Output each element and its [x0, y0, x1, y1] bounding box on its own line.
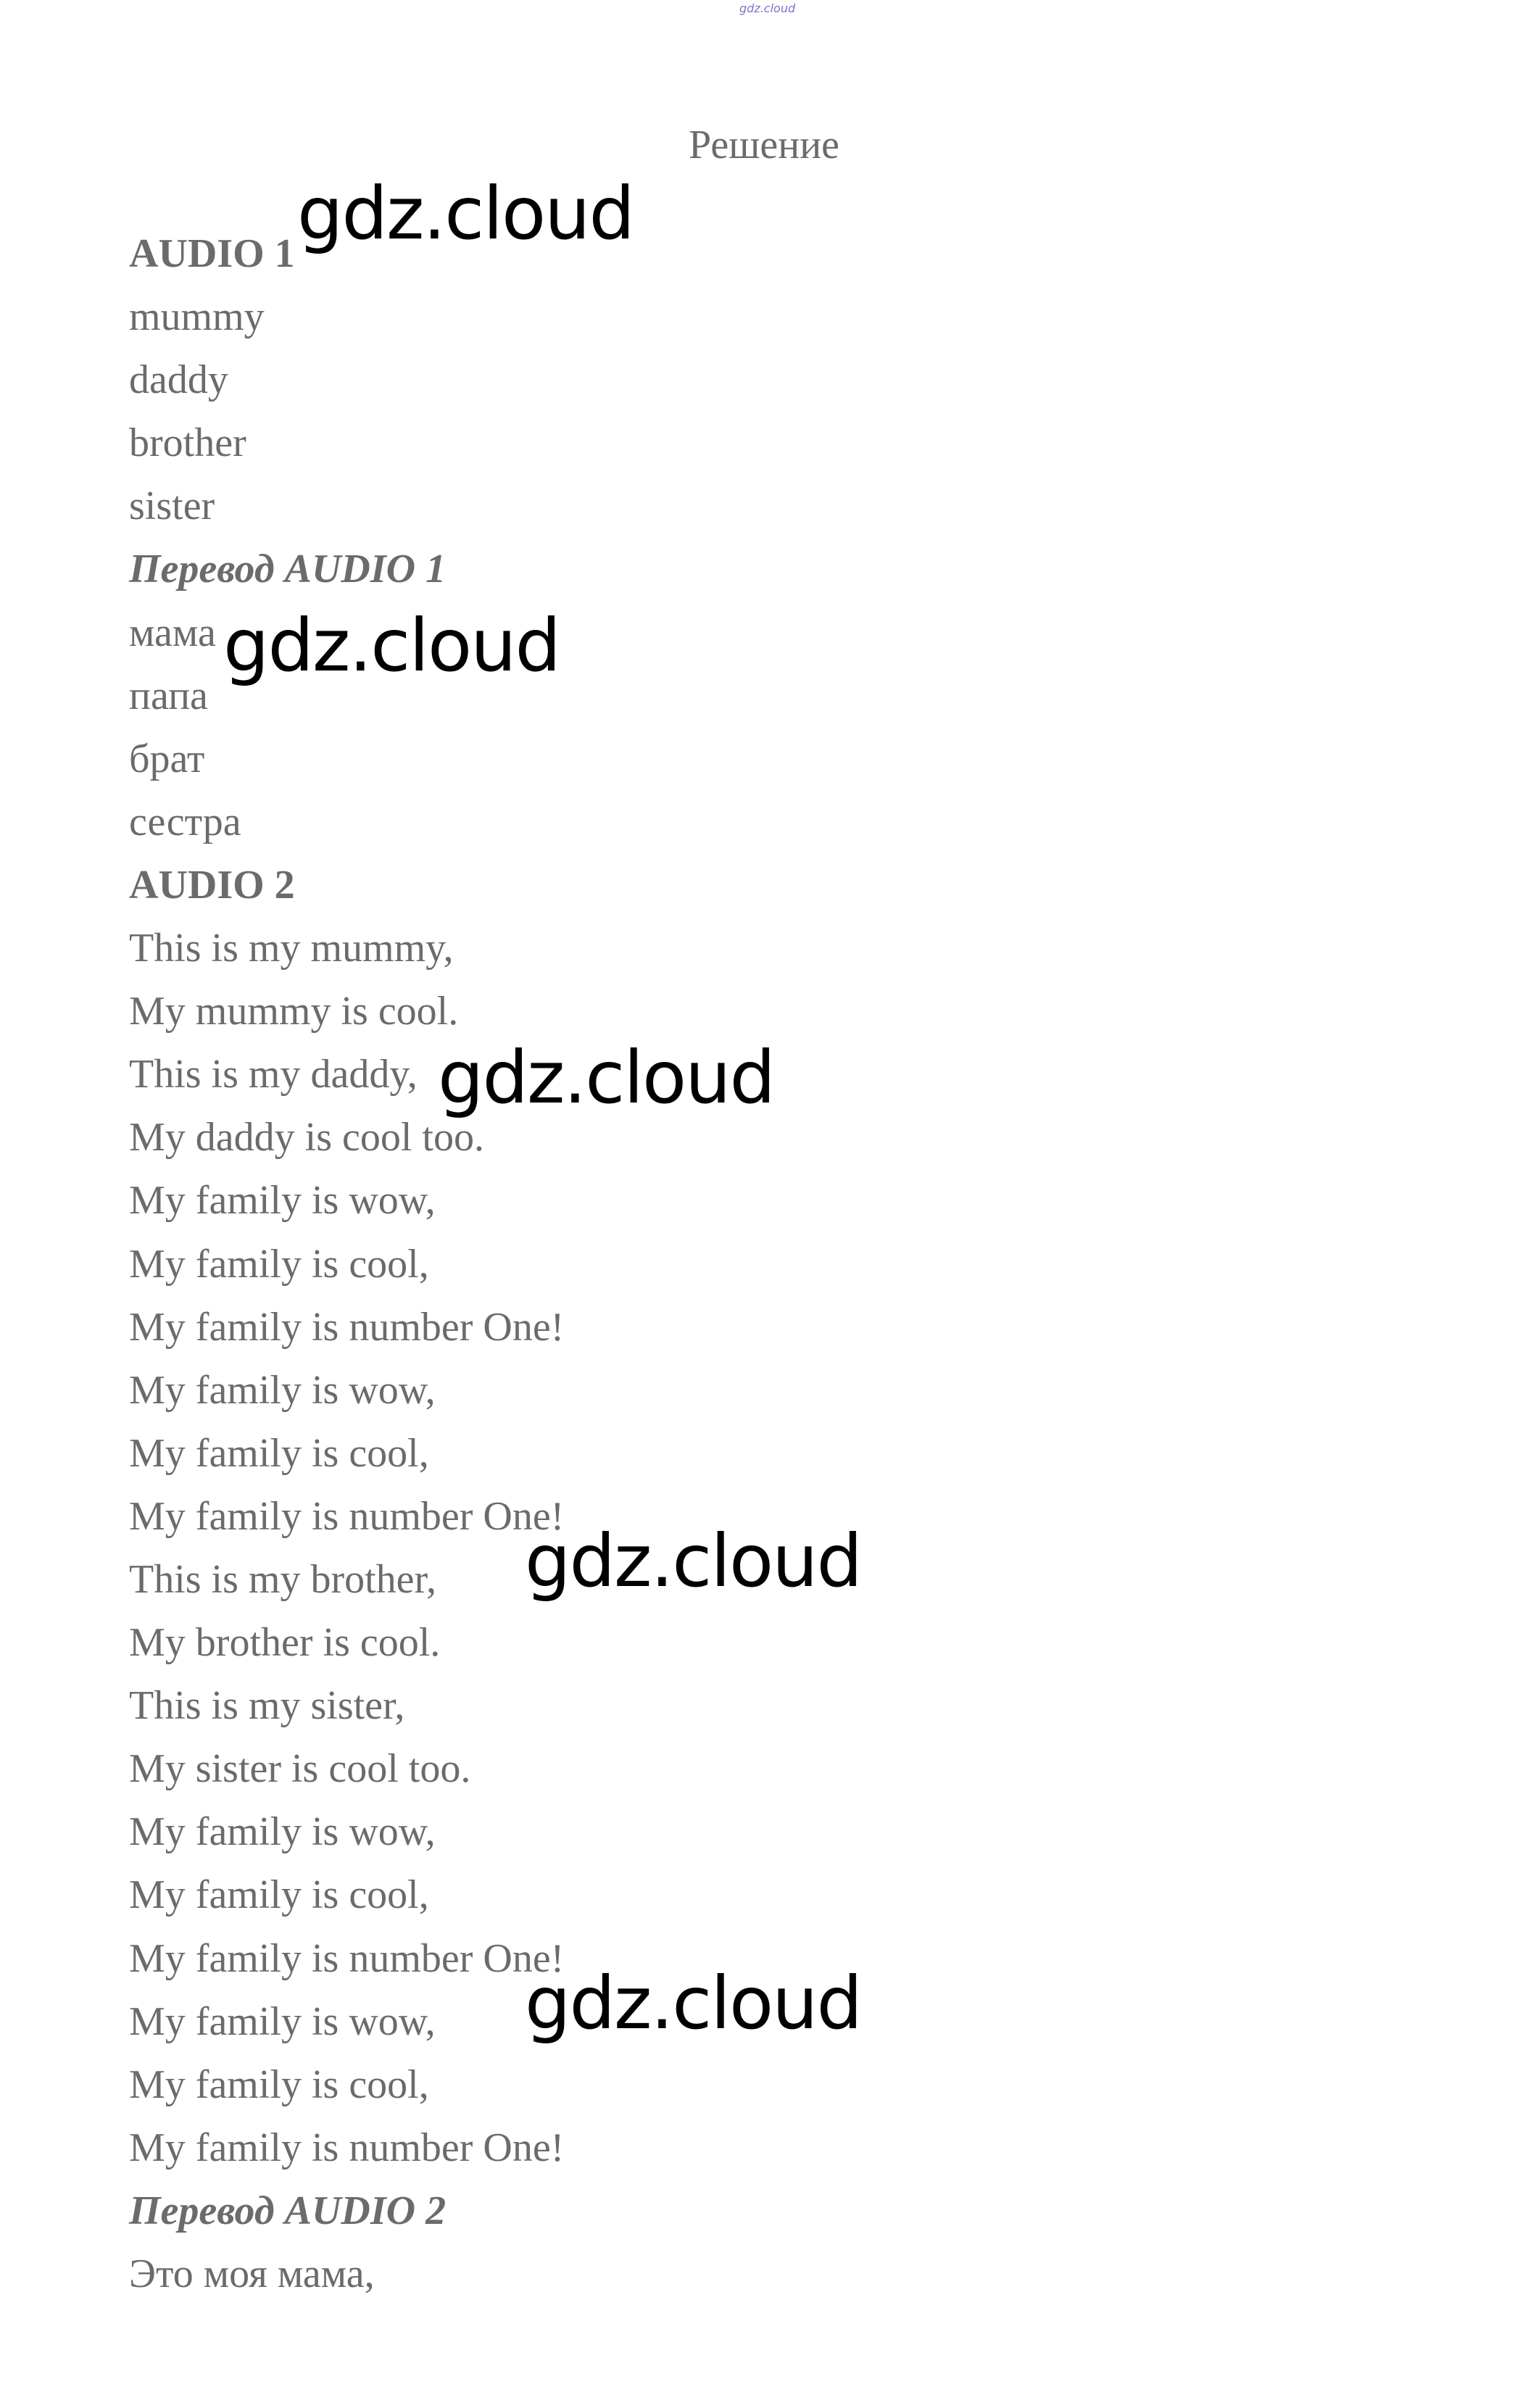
text-line: My brother is cool. [129, 1620, 441, 1666]
text-line: brother [129, 420, 246, 466]
text-line: My daddy is cool too. [129, 1115, 484, 1161]
text-line: My family is number One! [129, 1304, 565, 1350]
text-line: брат [129, 736, 205, 781]
text-line: This is my daddy, [129, 1052, 418, 1097]
header-watermark: gdz.cloud [739, 1, 796, 15]
text-line: This is my sister, [129, 1683, 405, 1729]
text-line: This is my brother, [129, 1556, 436, 1602]
text-line: My family is wow, [129, 1998, 436, 2044]
section-heading: Перевод AUDIO 1 [129, 547, 447, 592]
text-line: сестра [129, 799, 241, 844]
text-line: My family is cool, [129, 1430, 429, 1476]
text-line: daddy [129, 357, 228, 403]
text-line: This is my mummy, [129, 926, 454, 971]
text-line: My family is number One! [129, 1935, 565, 1981]
text-line: папа [129, 673, 208, 718]
text-line: My family is cool, [129, 2062, 429, 2107]
solution-text [129, 223, 564, 2306]
section-heading: AUDIO 2 [129, 862, 295, 908]
text-line: My sister is cool too. [129, 1746, 471, 1792]
watermark: gdz.cloud [223, 603, 560, 688]
text-line: My family is wow, [129, 1809, 436, 1855]
text-line: sister [129, 483, 215, 529]
text-line: My family is cool, [129, 1241, 429, 1287]
text-line: мама [129, 610, 216, 655]
watermark: gdz.cloud [438, 1035, 775, 1120]
text-line: My family is cool, [129, 1872, 429, 1918]
watermark: gdz.cloud [297, 171, 634, 256]
section-heading: Перевод AUDIO 2 [129, 2188, 447, 2233]
text-line: My mummy is cool. [129, 989, 459, 1034]
text-line: My family is wow, [129, 1178, 436, 1224]
page-title: Решение [689, 123, 840, 167]
text-line: mummy [129, 294, 265, 340]
text-line: My family is number One! [129, 1493, 565, 1539]
section-heading: AUDIO 1 [129, 231, 295, 276]
watermark: gdz.cloud [525, 1519, 862, 1603]
text-line: Это моя мама, [129, 2251, 375, 2296]
text-line: My family is number One! [129, 2125, 565, 2170]
text-line: My family is wow, [129, 1367, 436, 1413]
watermark: gdz.cloud [525, 1961, 862, 2046]
